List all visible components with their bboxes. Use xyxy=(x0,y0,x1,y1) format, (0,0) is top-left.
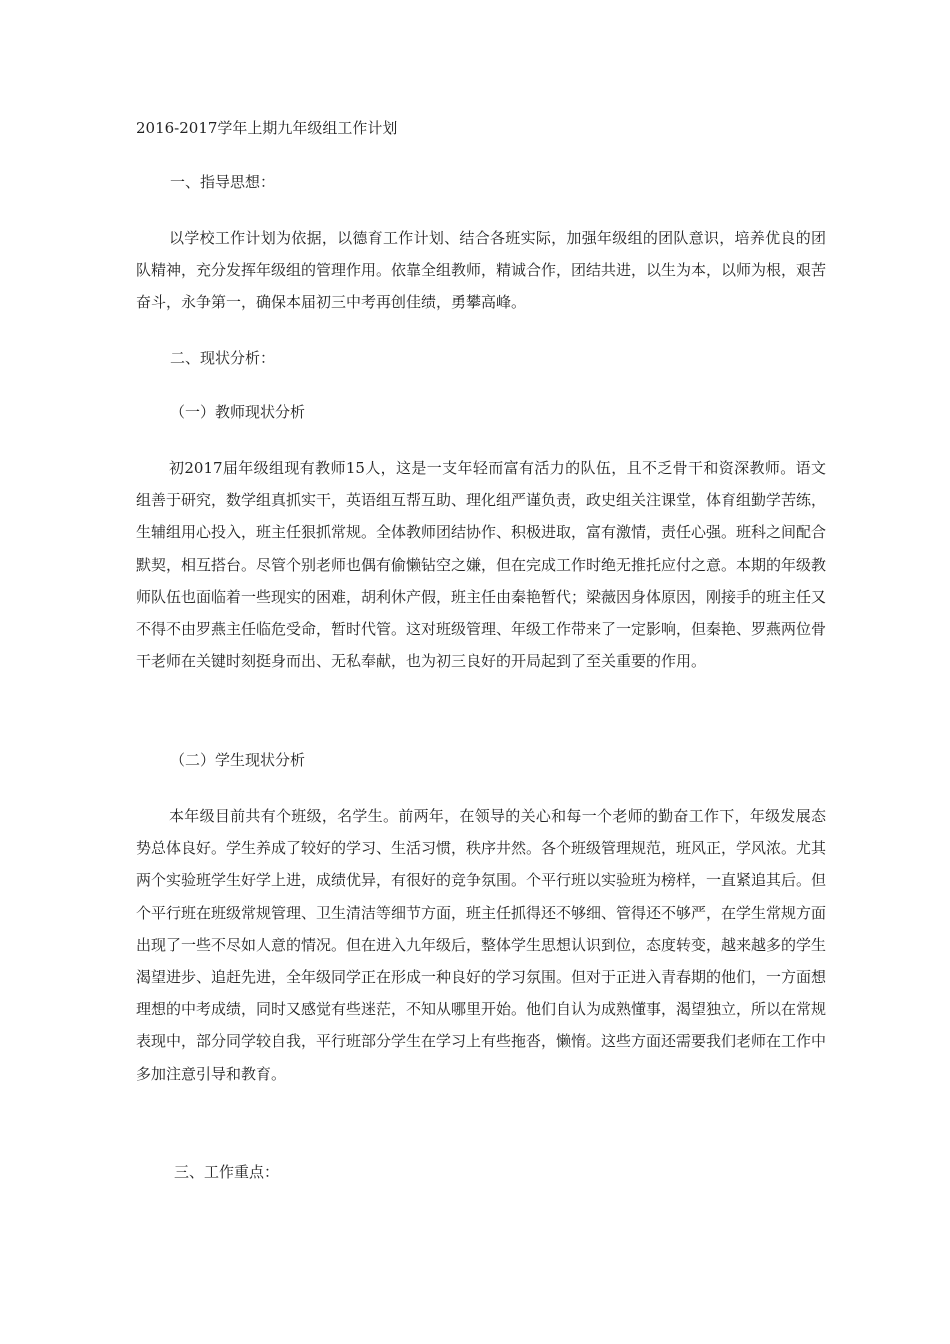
section1-heading: 一、指导思想： xyxy=(170,173,276,191)
section1-body: 以学校工作计划为依据，以德育工作计划、结合各班实际，加强年级组的团队意识，培养优良的团队精神，充分发挥年级组的管理作用。依靠全组教师，精诚合作，团结共进，以生为本，以师为根，艰苦奋斗，永争第一，确保本届初三中考再创佳绩，勇攀高峰。 xyxy=(136,229,827,312)
subsection1-body: 初2017届年级组现有教师15人，这是一支年轻而富有活力的队伍，且不乏骨干和资深教师。语文组善于研究，数学组真抓实干，英语组互帮互助、理化组严谨负责，政史组关注课堂，体育组勤学苦练，生辅组用心投入，班主任狠抓常规。全体教师团结协作、积极进取，富有激情，责任心强。班科之间配合默契，相互搭台。尽管个别老师也偶有偷懒钻空之嫌，但在完成工作时绝无推托应付之意。本期的年级教师队伍也面临着一些现实的困难，胡利休产假，班主任由秦艳暂代；梁薇因身体原因，刚接手的班主任又不得不由罗燕主任临危受命，暂时代管。这对班级管理、年级工作带来了一定影响，但秦艳、罗燕两位骨干老师在关键时刻挺身而出、无私奉献，也为初三良好的开局起到了至关重要的作用。 xyxy=(136,459,827,671)
subsection2-body: 本年级目前共有个班级，名学生。前两年，在领导的关心和每一个老师的勤奋工作下，年级发展态势总体良好。学生养成了较好的学习、生活习惯，秩序井然。各个班级管理规范，班风正，学风浓。尤其两个实验班学生好学上进，成绩优异，有很好的竞争氛围。个平行班以实验班为榜样，一直紧追其后。但个平行班在班级常规管理、卫生清洁等细节方面，班主任抓得还不够细、管得还不够严，在学生常规方面出现了一些不尽如人意的情况。但在进入九年级后，整体学生思想认识到位，态度转变，越来越多的学生渴望进步、追赶先进，全年级同学正在形成一种良好的学习氛围。但对于正进入青春期的他们，一方面想理想的中考成绩，同时又感觉有些迷茫，不知从哪里开始。他们自认为成熟懂事，渴望独立，所以在常规表现中，部分同学较自我，平行班部分学生在学习上有些拖沓，懒惰。这些方面还需要我们老师在工作中多加注意引导和教育。 xyxy=(136,807,827,1083)
subsection2-heading: （二）学生现状分析 xyxy=(170,751,306,769)
document-title: 2016-2017学年上期九年级组工作计划 xyxy=(136,119,398,137)
section2-heading: 二、现状分析： xyxy=(170,349,276,367)
section3-heading: 三、工作重点： xyxy=(174,1163,280,1181)
subsection1-heading: （一）教师现状分析 xyxy=(170,403,306,421)
